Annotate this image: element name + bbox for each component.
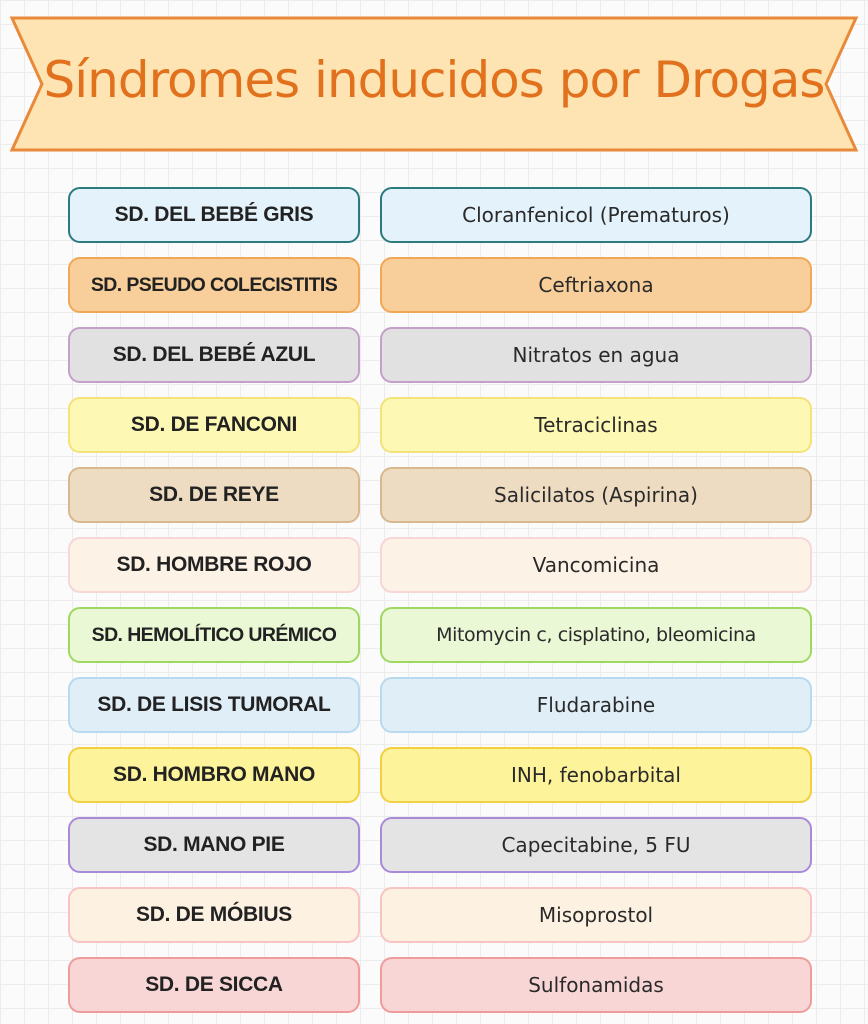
syndrome-label: SD. MANO PIE [68, 817, 360, 873]
syndrome-label: SD. HEMOLÍTICO URÉMICO [68, 607, 360, 663]
list-item [68, 397, 812, 453]
list-item [68, 467, 812, 523]
syndrome-label: SD. PSEUDO COLECISTITIS [68, 257, 360, 313]
syndrome-label: SD. HOMBRE ROJO [68, 537, 360, 593]
page-title: Síndromes inducidos por Drogas [43, 51, 825, 109]
syndrome-label: SD. DE FANCONI [68, 397, 360, 453]
syndrome-label: SD. DE SICCA [68, 957, 360, 1013]
list-item [68, 957, 812, 1013]
syndrome-label: SD. DE REYE [68, 467, 360, 523]
syndrome-label: SD. DE LISIS TUMORAL [68, 677, 360, 733]
syndrome-label: SD. DEL BEBÉ AZUL [68, 327, 360, 383]
list-item [68, 817, 812, 873]
drug-label: Misoprostol [380, 887, 812, 943]
drug-label: Tetraciclinas [380, 397, 812, 453]
drug-label: Mitomycin c, cisplatino, bleomicina [380, 607, 812, 663]
drug-label: Capecitabine, 5 FU [380, 817, 812, 873]
drug-label: INH, fenobarbital [380, 747, 812, 803]
list-item [68, 677, 812, 733]
list-item [68, 747, 812, 803]
list-item [68, 537, 812, 593]
list-item [68, 257, 812, 313]
drug-label: Sulfonamidas [380, 957, 812, 1013]
syndrome-label: SD. HOMBRO MANO [68, 747, 360, 803]
list-item [68, 187, 812, 243]
syndrome-label: SD. DEL BEBÉ GRIS [68, 187, 360, 243]
list-item [68, 887, 812, 943]
list-item [68, 327, 812, 383]
drug-label: Cloranfenicol (Prematuros) [380, 187, 812, 243]
syndrome-label: SD. DE MÓBIUS [68, 887, 360, 943]
drug-label: Nitratos en agua [380, 327, 812, 383]
list-item [68, 607, 812, 663]
drug-label: Vancomicina [380, 537, 812, 593]
drug-label: Ceftriaxona [380, 257, 812, 313]
drug-label: Fludarabine [380, 677, 812, 733]
drug-label: Salicilatos (Aspirina) [380, 467, 812, 523]
